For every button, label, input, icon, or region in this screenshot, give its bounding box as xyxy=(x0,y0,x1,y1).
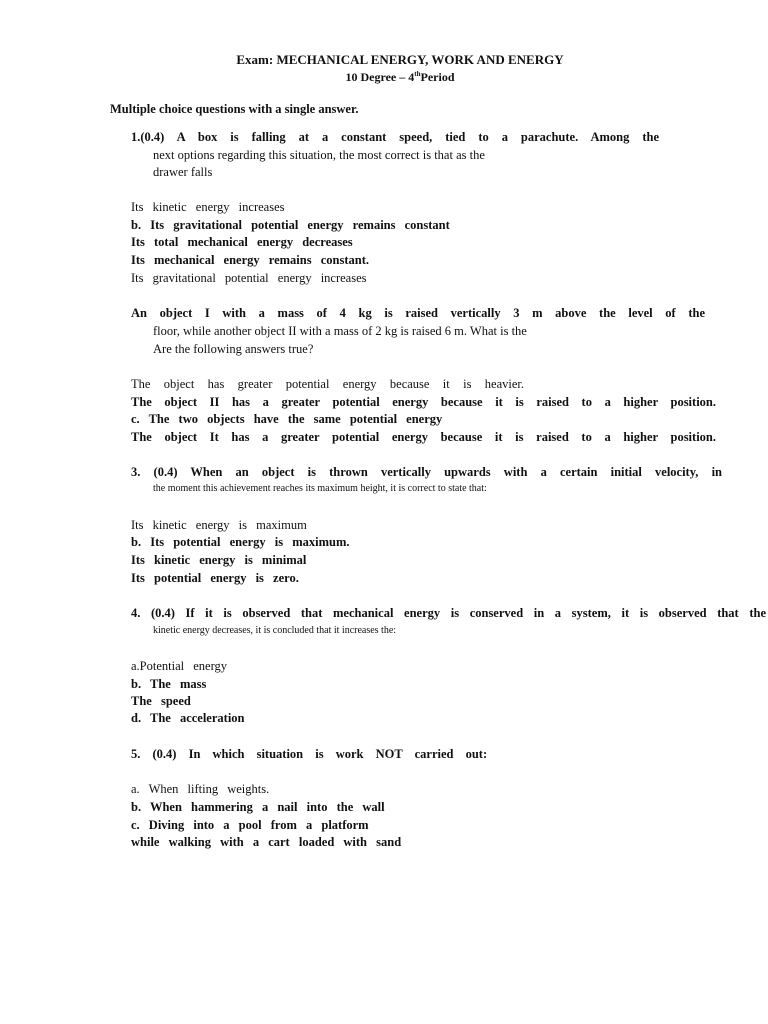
question-3-option-a: Its kinetic energy is maximum xyxy=(131,518,307,532)
question-4-line-1: 4. (0.4) If it is observed that mechanical energy is conserved in a system, it is observed that the xyxy=(131,606,766,620)
question-3-line-2: the moment this achievement reaches its maximum height, it is correct to state that: xyxy=(153,483,487,494)
question-4-option-a: a.Potential energy xyxy=(131,659,228,673)
question-5-option-d: while walking with a cart loaded with sand xyxy=(131,835,402,849)
question-2-option-c: c. The two objects have the same potential energy xyxy=(131,412,443,426)
question-1-option-e: Its gravitational potential energy increases xyxy=(131,271,367,285)
question-2-line-2: floor, while another object II with a mass of 2 kg is raised 6 m. What is the xyxy=(153,324,527,338)
question-1-option-b: b. Its gravitational potential energy remains constant xyxy=(131,218,450,232)
question-5-option-c: c. Diving into a pool from a platform xyxy=(131,818,369,832)
exam-title: Exam: MECHANICAL ENERGY, WORK AND ENERGY xyxy=(236,52,564,67)
question-3-line-1: 3. (0.4) When an object is thrown vertically upwards with a certain initial velocity, in xyxy=(131,465,722,479)
question-2-option-d: The object It has a greater potential energy because it is raised to a higher position. xyxy=(131,430,716,444)
question-2-line-3: Are the following answers true? xyxy=(153,342,314,356)
section-title: Multiple choice questions with a single answer. xyxy=(110,102,359,116)
question-2-option-a: The object has greater potential energy because it is heavier. xyxy=(131,377,524,391)
subtitle-period: Period xyxy=(420,70,455,84)
question-1-option-d: Its mechanical energy remains constant. xyxy=(131,253,369,267)
question-3-option-b: b. Its potential energy is maximum. xyxy=(131,535,350,549)
question-4-option-c: The speed xyxy=(131,694,191,708)
subtitle-grade: 10 Degree – 4 xyxy=(345,70,415,84)
question-4-option-b: b. The mass xyxy=(131,677,207,691)
question-4-option-d: d. The acceleration xyxy=(131,711,245,725)
question-5-line-1: 5. (0.4) In which situation is work NOT carried out: xyxy=(131,747,488,761)
question-1-option-c: Its total mechanical energy decreases xyxy=(131,235,353,249)
question-3-option-d: Its potential energy is zero. xyxy=(131,571,299,585)
question-1-option-a: Its kinetic energy increases xyxy=(131,200,285,214)
question-1-line-1: 1.(0.4) A box is falling at a constant speed, tied to a parachute. Among the xyxy=(131,130,659,144)
question-3-option-c: Its kinetic energy is minimal xyxy=(131,553,307,567)
exam-subtitle xyxy=(0,70,768,85)
question-5-option-a: a. When lifting weights. xyxy=(131,782,270,796)
question-2-line-1: An object I with a mass of 4 kg is raised vertically 3 m above the level of the xyxy=(131,306,705,320)
question-4-line-2: kinetic energy decreases, it is concluded that it increases the: xyxy=(153,625,397,636)
question-1-line-2: next options regarding this situation, the most correct is that as the xyxy=(153,148,485,162)
subtitle-superscript: th xyxy=(414,70,421,78)
question-5-option-b: b. When hammering a nail into the wall xyxy=(131,800,385,814)
question-1-line-3: drawer falls xyxy=(153,165,213,179)
question-2-option-b: The object II has a greater potential energy because it is raised to a higher position. xyxy=(131,395,716,409)
